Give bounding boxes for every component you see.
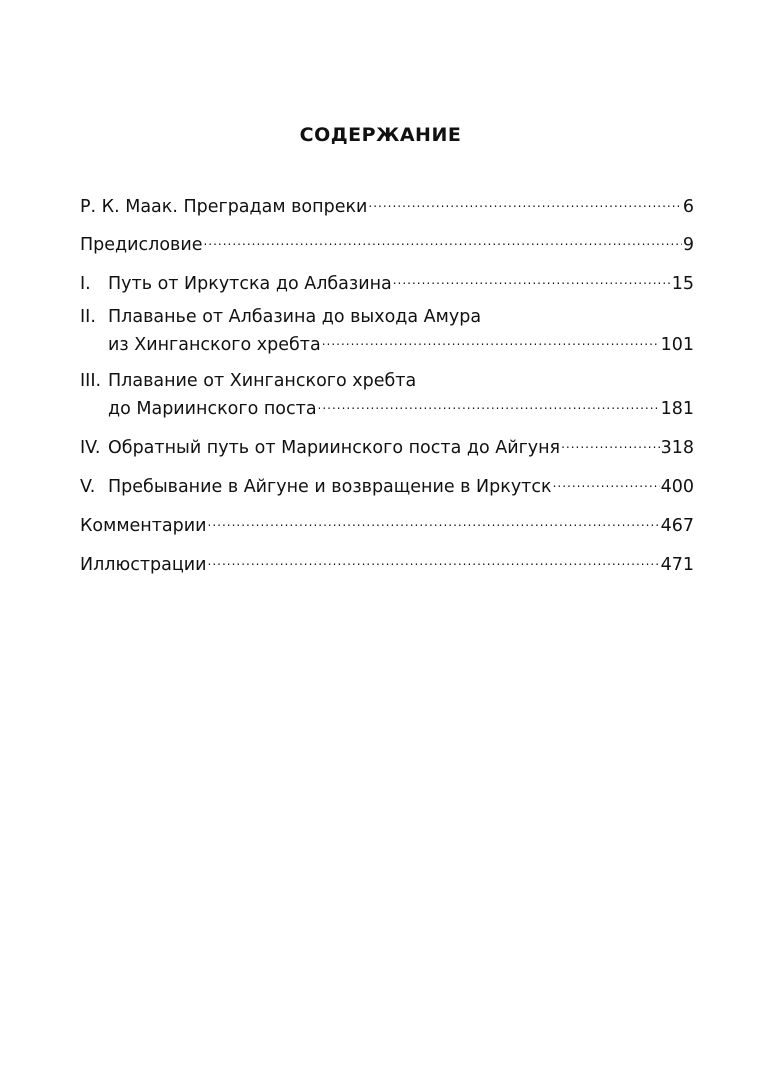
toc-entry-title: Пребывание в Айгуне и возвращение в Иркутск — [108, 477, 552, 497]
dot-leader — [561, 431, 660, 453]
dot-leader — [203, 228, 681, 250]
toc-entry-page: 400 — [660, 477, 694, 497]
toc-entry-page: 181 — [660, 399, 694, 419]
toc-entry-page: 6 — [682, 197, 694, 217]
toc-entry[interactable] — [80, 470, 694, 498]
dot-leader — [318, 392, 660, 414]
toc-entry[interactable] — [80, 267, 694, 295]
toc-entry-title: Плаванье от Албазина до выхода Амура — [108, 307, 482, 327]
toc-entry-title: Обратный путь от Мариинского поста до Айгуня — [108, 438, 561, 458]
toc-entry-title: Иллюстрации — [80, 555, 207, 575]
toc-entry[interactable] — [80, 370, 694, 420]
chapter-number: I. — [80, 274, 91, 294]
toc-entry-page: 15 — [671, 274, 694, 294]
chapter-number: IV. — [80, 438, 101, 458]
toc-entry-title: Комментарии — [80, 516, 207, 536]
toc-entry[interactable] — [80, 190, 694, 218]
toc-entry-title: Предисловие — [80, 235, 203, 255]
toc-entry-title: Плавание от Хинганского хребта — [108, 371, 417, 391]
toc-entry-title-continued: из Хинганского хребта — [108, 335, 321, 355]
toc-entry-page: 9 — [682, 235, 694, 255]
toc-entry-page: 471 — [660, 555, 694, 575]
dot-leader — [393, 267, 671, 289]
toc-entry-title: Р. К. Маак. Преградам вопреки — [80, 197, 368, 217]
chapter-number: V. — [80, 477, 96, 497]
toc-entry[interactable] — [80, 548, 694, 576]
dot-leader — [208, 548, 660, 570]
toc-entry-title: Путь от Иркутска до Албазина — [108, 274, 392, 294]
toc-entry[interactable] — [80, 509, 694, 537]
toc-entry[interactable] — [80, 431, 694, 459]
chapter-number: II. — [80, 307, 96, 327]
toc-entry[interactable] — [80, 228, 694, 256]
dot-leader — [553, 470, 660, 492]
page-title: СОДЕРЖАНИЕ — [299, 124, 462, 146]
dot-leader — [208, 509, 660, 531]
toc-entry-title-continued: до Мариинского поста — [108, 399, 317, 419]
dot-leader — [322, 328, 660, 350]
toc-entry-page: 467 — [660, 516, 694, 536]
toc-entry[interactable] — [80, 306, 694, 356]
toc-entry-page: 101 — [660, 335, 694, 355]
toc-entry-page: 318 — [660, 438, 694, 458]
chapter-number: III. — [80, 371, 102, 391]
dot-leader — [368, 190, 681, 212]
